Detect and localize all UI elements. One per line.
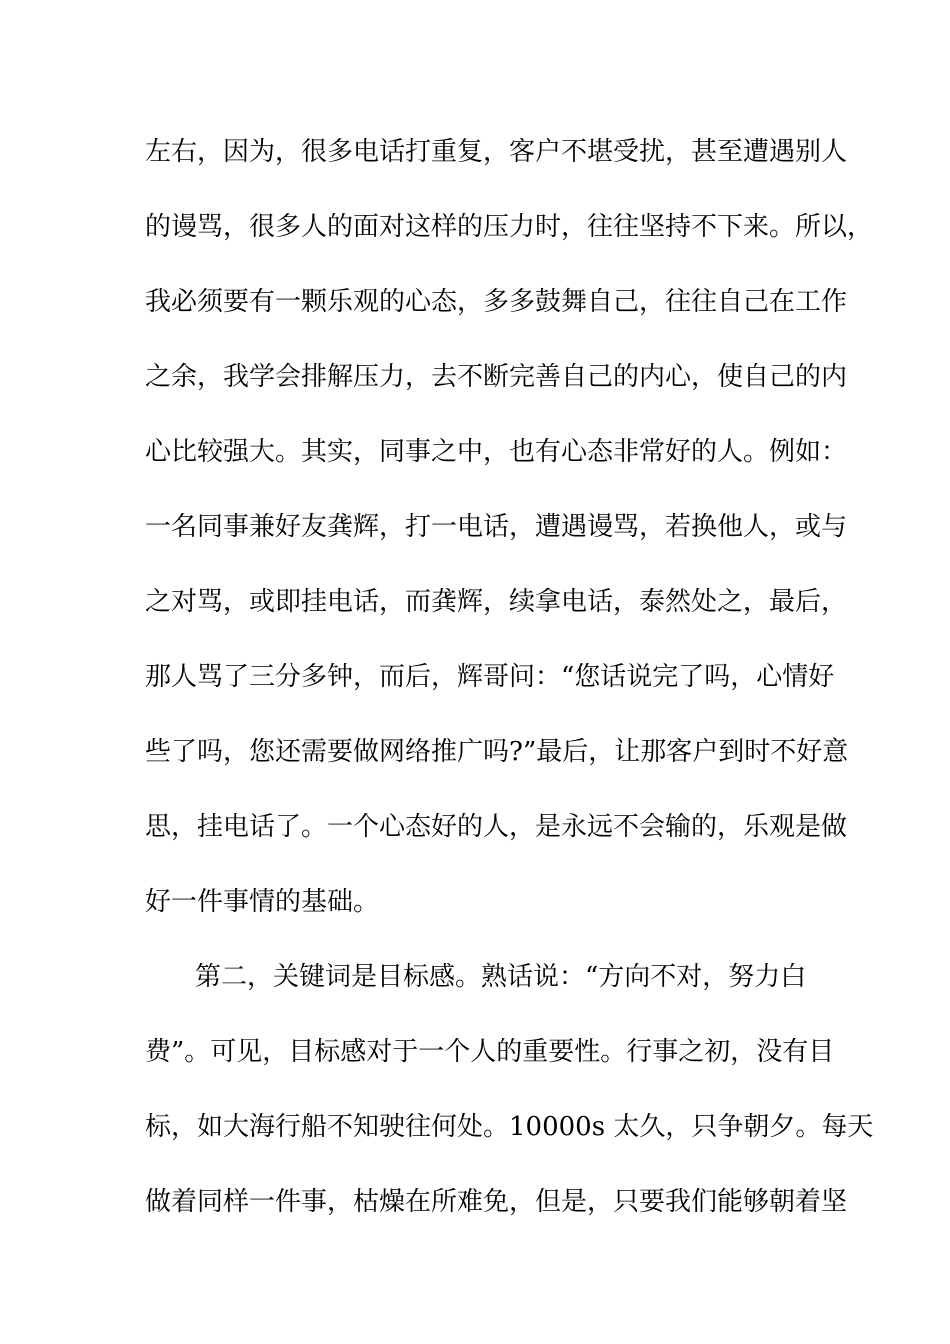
text-line: 那人骂了三分多钟，而后，辉哥问：“您话说完了吗，心情好	[145, 662, 835, 692]
text-line: 费”。可见，目标感对于一个人的重要性。行事之初，没有目	[145, 1037, 835, 1067]
text-line: 思，挂电话了。一个心态好的人，是永远不会输的，乐观是做	[145, 812, 848, 842]
paragraph-start-line: 第二，关键词是目标感。熟话说：“方向不对，努力白	[195, 962, 807, 992]
text-line: 我必须要有一颗乐观的心态，多多鼓舞自己，往往自己在工作	[145, 287, 848, 317]
text-line: 之对骂，或即挂电话，而龚辉，续拿电话，泰然处之，最后，	[145, 587, 848, 617]
text-line: 好一件事情的基础。	[145, 887, 380, 917]
text-line: 标，如大海行船不知驶往何处。10000s 太久，只争朝夕。每天	[145, 1112, 874, 1142]
text-line: 些了吗，您还需要做网络推广吗?”最后，让那客户到时不好意	[145, 737, 849, 767]
text-line: 心比较强大。其实，同事之中，也有心态非常好的人。例如：	[145, 437, 848, 467]
text-line: 的谩骂，很多人的面对这样的压力时，往往坚持不下来。所以，	[145, 212, 874, 242]
text-line: 做着同样一件事，枯燥在所难免，但是，只要我们能够朝着坚	[145, 1187, 848, 1217]
text-line: 之余，我学会排解压力，去不断完善自己的内心，使自己的内	[145, 362, 848, 392]
body-text	[145, 127, 874, 1252]
text-line: 一名同事兼好友龚辉，打一电话，遭遇谩骂，若换他人，或与	[145, 512, 848, 542]
text-line: 左右，因为，很多电话打重复，客户不堪受扰，甚至遭遇别人	[145, 137, 848, 167]
